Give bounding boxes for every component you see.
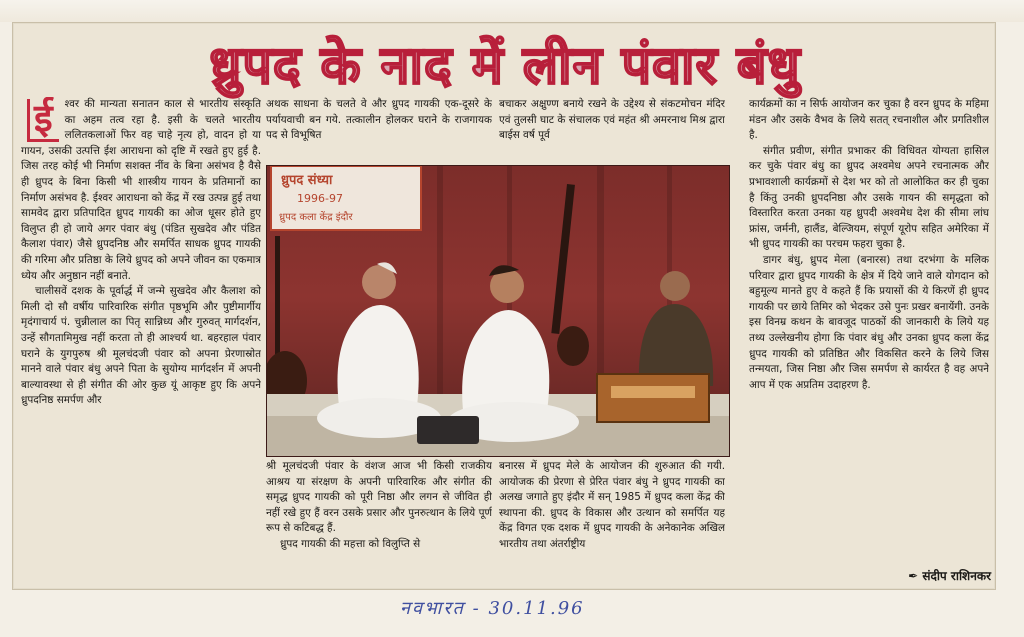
- bag: [417, 416, 479, 444]
- paragraph: डागर बंधु, ध्रुपद मेला (बनारस) तथा दरभंगा के मलिक परिवार द्वारा ध्रुपद गायकी के क्षेत्र में दिये जाने वाले योगदान को बहुमूल्य मानते हुए वे कहते हैं कि प्रयासों की ये किरणें ही ध्रुपद गायकी पर छाये तिमिर को भेदकर उसे पुनः प्रखर बनायेंगी. उनके इस विनम्र कथन के बावजूद पाठकों की जानकारी के लिये यह तथ्य उल्लेखनीय होगा कि पंवार बंधु और उनका ध्रुपद कला केंद्र ध्रुपद गायकी को प्रतिष्ठित और विकसित करने के लिये जिस तन्मयता, जिस निष्ठा और जिस समर्पण से कार्यरत है वह अपने आप में एक अप्रतिम उदाहरण है.: [749, 253, 989, 391]
- paragraph: कार्यक्रमों का न सिर्फ आयोजन कर चुका है वरन ध्रुपद के महिमा मंडन और उसके वैभव के लिये सतत् रचनाशील और प्रगतिशील है.: [749, 98, 989, 142]
- harmonium: [597, 374, 709, 422]
- paragraph: अथक साधना के चलते वे और ध्रुपद गायकी एक-दूसरे के पर्यायवाची बन गये. तत्कालीन होलकर घराने के राजगायक पद से विभूषित: [266, 98, 492, 142]
- tanpura-back: [551, 184, 589, 366]
- handwritten-source-date: नवभारत - 30.11.96: [400, 598, 585, 619]
- article-column-2-top: [266, 97, 492, 157]
- paragraph: श्री मूलचंदजी पंवार के वंशज आज भी किसी राजकीय आश्रय या संरक्षण के अपनी पारिवारिक और संगीत की समृद्ध ध्रुपद गायकी को पूरी निष्ठा और लगन से जीवित ही नहीं रखे हुए हैं वरन उसके प्रसार और पुनरुत्थान के लिये पूर्ण रूप से कटिबद्ध हैं.: [266, 460, 492, 535]
- paragraph: संगीत प्रवीण, संगीत प्रभाकर की विधिवत योग्यता हासिल कर चुके पंवार बंधु का ध्रुपद अश्वमेध अपने रचनात्मक और प्रभावशाली कार्यक्रमों से देश भर को तो आलोकित कर ही चुका है किंतु उनकी ध्रुपदनिष्ठा और उसके गायन की समृद्धता को विस्तारित करता उनका यह ध्रुपदी अश्वमेध देश की सीमा लांघ फ्रांस, जर्मनी, हालैंड, बेल्जियम, संपूर्ण यूरोप सहित अमेरिका में भी ध्रुपद गायकी का परचम फहरा चुका है.: [749, 144, 989, 251]
- newspaper-clipping: [12, 22, 996, 590]
- banner-line-3: ध्रुपद कला केंद्र इंदौर: [279, 212, 353, 223]
- paragraph: चालीसवें दशक के पूर्वार्द्ध में जन्मे सुखदेव और कैलाश को मिली दो सौ वर्षीय पारिवारिक संगीत पृष्ठभूमि और पुष्टीमार्गीय मृदंगाचार्य पं. चुन्नीलाल का पितृ सान्निध्य और गुरुवत् मार्गदर्शन, उन्हें सौगतामिमुख नहीं करता तो ही आश्चर्य था. बहरहाल पंवार घराने के युगपुरुष श्री मूलचंदजी पंवार को अपना प्रेरणास्रोत मानने वाले पंवार बंधु अपने पिता के सुयोग्य मार्गदर्शन में अपनी बाल्यावस्था से ही संगीत की ओर कुछ यूं आकृष्ट हुए कि अपने ध्रुपदनिष्ठ समर्पण और: [21, 285, 261, 407]
- author-byline: ✒ संदीप राशिनकर: [908, 569, 991, 583]
- banner-line-2: 1996-97: [297, 192, 343, 205]
- event-banner: [271, 166, 421, 230]
- article-column-4: [749, 97, 989, 565]
- article-column-3-top: [499, 97, 725, 157]
- paragraph: बनारस में ध्रुपद मेले के आयोजन की शुरुआत की गयी. आयोजक की प्रेरणा से प्रेरित पंवार बंधु ने ध्रुपद गायकी का अलख जगाते हुए इंदौर में सन् 1985 में ध्रुपद कला केंद्र की स्थापना की. ध्रुपद के विकास और उत्थान को समर्पित यह केंद्र विगत एक दशक में ध्रुपद गायकी के अनेकानेक अखिल भारतीय तथा अंतर्राष्ट्रीय: [499, 460, 725, 550]
- article-column-2-bottom: [266, 459, 492, 587]
- harmonium-player: [639, 271, 713, 386]
- banner-line-1: ध्रुपद संध्या: [281, 173, 333, 188]
- performance-photo: [266, 165, 730, 457]
- article-column-1: [21, 97, 261, 587]
- headline: ध्रुपद के नाद में लीन पंवार बंधु: [209, 36, 801, 96]
- scan-top-edge: [0, 0, 1024, 22]
- paragraph: ध्रुपद गायकी की महत्ता को विलुप्ति से: [280, 537, 421, 550]
- singer-1: [317, 262, 441, 438]
- drop-cap: ई: [27, 99, 59, 142]
- photo-illustration: [267, 166, 730, 457]
- paragraph: बचाकर अक्षुण्ण बनाये रखने के उद्देश्य से संकटमोचन मंदिर एवं तुलसी घाट के संचालक एवं महंत श्री अमरनाथ मिश्र द्वारा बाईस वर्ष पूर्व: [499, 98, 725, 142]
- paragraph: श्वर की मान्यता सनातन काल से भारतीय संस्कृति का अहम तत्व रहा है. इसी के चलते भारतीय ललितकलाओं फिर वह चाहे नृत्य हो, वादन हो या गायन, उसकी उत्पत्ति ईश आराधना को दृष्टि में रखते हुए हुई है. जिस तरह कोई भी निर्माण सशक्त नींव के बिना असंभव है वैसे ही ध्रुपद के बिना किसी भी शास्त्रीय गायन के प्रतिमानों का निर्माण असंभव है. ईश्वर आराधना को केंद्र में रख उत्पन्न हुई तथा सामवेद द्वारा प्रतिपादित ध्रुपद गायकी का ओज धूसर होते हुए विलुप्त ही हो जाये अगर पंवार बंधु (पंडित सुखदेव और पंडित कैलाश पंवार) जैसे ध्रुपदनिष्ठ और समर्पित साधक ध्रुपद गायकी की गरिमा और प्रतिष्ठा के लिये ध्रुपद को अपने जीवन का एकमात्र ध्येय और अनुष्ठान नहीं बनाते.: [21, 98, 261, 282]
- tanpura-left: [267, 236, 307, 411]
- article-column-3-bottom: [499, 459, 725, 587]
